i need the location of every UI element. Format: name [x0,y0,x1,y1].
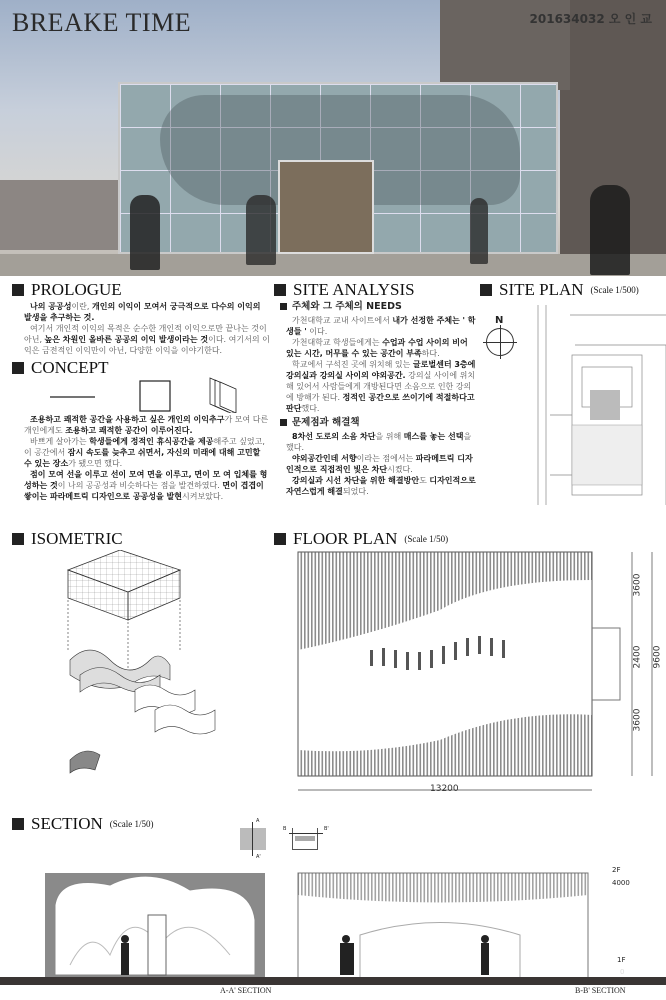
emphasis-text: 파라메트릭 디자인적으로 직접적인 빛은 차단 [286,454,473,474]
key-a2-label: A' [256,854,261,860]
emphasis-text: 8차선 도로의 소음 차단 [292,432,376,441]
left-wall [0,180,120,250]
site-analysis-heading: SITE ANALYSIS [274,281,476,299]
north-label: N [495,315,504,326]
body-text: 도 [419,476,430,485]
needs-subheading: 주체와 그 주체의 NEEDS [280,300,476,313]
isometric-heading: ISOMETRIC [12,530,123,548]
body-text: 이다. [306,327,328,336]
emphasis-text: 매스를 놓는 선택 [403,432,464,441]
emphasis-text: 나의 공공성 [30,302,72,311]
emphasis-text: 잠시 속도를 늦추고 쉬면서, 자신의 미래에 대해 고민할 수 있는 장소 [24,448,261,468]
body-text: 을 위해 [375,432,404,441]
entrance-door [278,160,374,254]
body-text: 시켜보았다. [181,492,224,501]
body-text: 가천대학교 학생들에게는 [292,338,383,347]
dim-bottom: 3600 [632,708,643,732]
body-text: 강의실 사이에 위치해 있어서 사람들에게 개방된다면 소음으로 인한 강의에 방해가 된다. [286,371,476,402]
problem-subheading: 문제점과 해결책 [280,416,476,429]
needs-text [286,315,476,414]
dim-total: 9600 [652,645,663,669]
body-text: 가 됐으면 했다. [68,459,123,468]
ground [0,254,666,276]
person-silhouette [130,195,160,270]
section-heading: SECTION (Scale 1/50) [12,815,154,833]
paragraph [286,453,476,475]
dim-width: 13200 [430,784,459,794]
emphasis-text: 점이 모여 선을 이루고 선이 모여 면을 이루고, 면이 모 여 입체를 형성하는 것 [24,470,268,490]
body-text: 해주고 싶었고, 이 공간에서 [24,437,265,457]
body-text: 하다. [421,349,440,358]
key-b-label: B [283,826,287,832]
key-a-label: A [256,818,260,824]
body-text: 가 모여 다른 개인에게도 [24,415,269,435]
problem-text [286,431,476,497]
body-text: 을 했다. [286,432,472,452]
prologue-heading: PROLOGUE [12,281,270,299]
left-text-column [12,281,270,527]
prologue-text [24,301,270,356]
dim-top: 3600 [632,573,643,597]
paragraph [24,436,270,469]
emphasis-text: 수업과 수업 사이의 비어 있는 시간, 머무를 수 있는 공간이 부족 [286,338,468,358]
paragraph [24,469,270,502]
hero-render [0,0,666,276]
body-text: 가천대학교 교내 사이트에서 [292,316,393,325]
body-text: 여기서 개인적 이익의 목적은 순수한 개인적 이익으로만 끝나는 것이 아닌, [24,324,267,344]
paragraph [286,315,476,337]
emphasis-text: 면이 겹겹이 쌓이는 파라메트릭 디자인으로 공공성을 발현 [24,481,264,501]
body-text: 이 나의 공공성과 비슷하다는 점을 발견하였다. [57,481,223,490]
level-1f-height: 0 [620,968,625,976]
north-arrow-icon [486,315,514,356]
body-text: 이란, [71,302,92,311]
level-1f: 1F [617,956,626,964]
site-plan-drawing [520,305,666,505]
body-text: 바쁘게 살아가는 [30,437,90,446]
paragraph [24,414,270,436]
body-text: 되었다. [342,487,369,496]
emphasis-text: 학생들에게 정적인 휴식공간을 제공 [89,437,214,446]
dim-middle: 2400 [632,645,643,669]
section-drawings [0,865,666,985]
paragraph [286,337,476,359]
paragraph [286,431,476,453]
floor-plan-drawing [290,540,666,800]
emphasis-text: 조용하고 쾌적한 공간이 이루어진다. [65,426,193,435]
person-silhouette [470,198,488,264]
person-silhouette [590,185,630,275]
layered-planes-icon [210,378,236,413]
emphasis-text: 강의실과 시선 차단을 위한 해결방안 [292,476,420,485]
section-key-b [283,826,329,850]
body-text: 시켰다. [387,465,413,474]
emphasis-text: 정적인 공간으로 쓰이기에 적절하다고 판단 [286,393,475,413]
concept-heading: CONCEPT [12,359,270,377]
level-2f-height: 4000 [612,879,630,887]
emphasis-text: 야외공간인데 서향 [292,454,357,463]
author-id: 201634032 오 인 교 [529,12,652,26]
emphasis-text: 글로벌센터 3층에 강의실과 강의실 사이의 야외공간. [286,360,476,380]
emphasis-text: 내가 선정한 주체는 ' 학생들 ' [286,316,476,336]
plane-icon [140,381,170,411]
isometric-exploded-diagram [40,550,240,800]
aa-section-label: A-A' SECTION [220,986,272,995]
body-text: 이라는 점에서는 [356,454,416,463]
section-key-a [240,818,266,860]
site-plan-heading: SITE PLAN (Scale 1/500) [480,281,639,299]
emphasis-text: 높은 차원인 올바른 공공의 이익 발생이라는 것 [44,335,209,344]
paragraph [286,359,476,414]
person-silhouette [246,195,276,265]
paragraph [24,323,270,356]
body-text: 했다. [301,404,320,413]
key-b2-label: B' [324,826,329,832]
emphasis-text: 디자인적으로 자연스럽게 해결 [286,476,476,496]
concept-text [24,414,270,502]
body-text: 이다. 여기서의 이익은 금전적인 이익만이 아닌, 다양한 이익을 이야기한다. [24,335,270,355]
floor-plan-heading: FLOOR PLAN (Scale 1/50) [274,530,448,548]
paragraph [286,475,476,497]
emphasis-text: 조용하고 쾌적한 공간을 사용하고 싶은 개인의 이익추구 [30,415,225,424]
emphasis-text: 개인의 이익이 모여서 궁극적으로 다수의 이익의 발생을 추구하는 것. [24,302,261,322]
bb-section-label: B-B' SECTION [575,986,626,995]
site-analysis-column [274,281,476,527]
paragraph [24,301,270,323]
level-2f: 2F [612,866,621,874]
body-text: 학교에서 구석진 곳에 위치해 있는 [292,360,413,369]
concept-diagram [40,377,240,413]
poster-title: BREAKE TIME [12,8,192,37]
